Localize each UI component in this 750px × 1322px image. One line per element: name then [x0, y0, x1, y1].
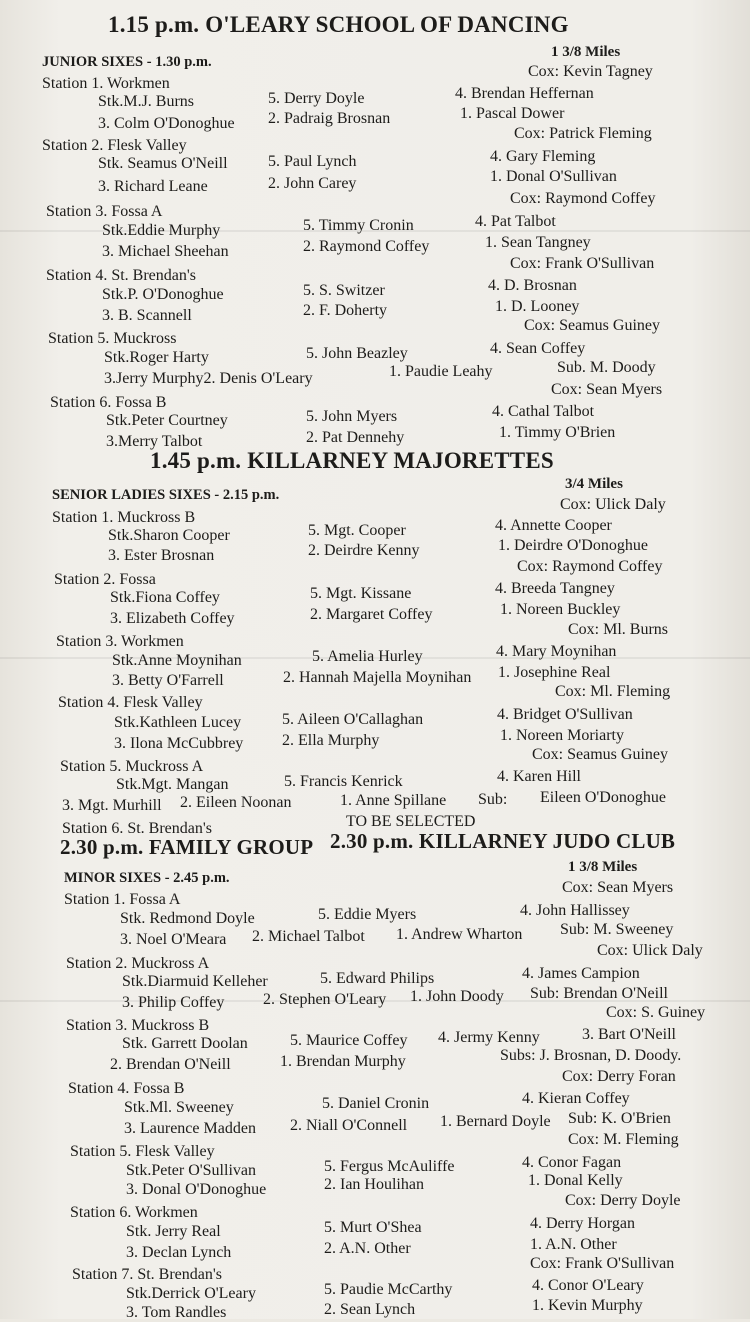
section-subheading: MINOR SIXES - 2.45 p.m. — [64, 870, 230, 886]
seat: 3. B. Scannell — [102, 307, 192, 324]
seat: 4. Mary Moynihan — [496, 643, 617, 660]
seat: 2. Ella Murphy — [282, 732, 380, 749]
seat: 1. Anne Spillane — [340, 792, 447, 809]
section-subheading: SENIOR LADIES SIXES - 2.15 p.m. — [52, 487, 280, 503]
seat: 5. Murt O'Shea — [324, 1219, 422, 1236]
seat: 5. Eddie Myers — [318, 906, 417, 923]
section-heading: 2.30 p.m. FAMILY GROUP — [60, 835, 314, 859]
seat: 3. Noel O'Meara — [120, 931, 227, 948]
seat: 5. Paudie McCarthy — [324, 1281, 453, 1298]
seat: 5. Maurice Coffey — [290, 1032, 408, 1049]
seat: 5. Amelia Hurley — [312, 648, 423, 665]
seat: 2. Deirdre Kenny — [308, 542, 420, 559]
station: Station 5. Flesk Valley — [70, 1143, 215, 1160]
sub: Subs: J. Brosnan, D. Doody. — [500, 1047, 682, 1064]
seat: 4. Kieran Coffey — [522, 1090, 630, 1107]
stroke: Stk. Jerry Real — [126, 1223, 221, 1240]
seat: 4. Brendan Heffernan — [455, 85, 594, 102]
seat: 1. Sean Tangney — [485, 234, 591, 251]
sub-label: Sub: — [478, 791, 508, 808]
cox: Cox: Ml. Fleming — [555, 683, 671, 700]
stroke: Stk.Mgt. Mangan — [116, 776, 229, 793]
seat: 5. Derry Doyle — [268, 90, 365, 107]
distance: 3/4 Miles — [565, 476, 623, 492]
station: Station 3. Workmen — [56, 633, 184, 650]
seat: 4. Bridget O'Sullivan — [497, 706, 633, 723]
seat: 3. Richard Leane — [98, 178, 208, 195]
seat: 3. Bart O'Neill — [582, 1026, 676, 1043]
seat: 2. Niall O'Connell — [290, 1117, 408, 1134]
station: Station 6. St. Brendan's — [62, 820, 212, 837]
seat: 1. Kevin Murphy — [532, 1297, 643, 1314]
seat: 4. Cathal Talbot — [492, 403, 595, 420]
cox: Cox: Seamus Guiney — [524, 317, 660, 334]
seat: 2. Margaret Coffey — [310, 606, 433, 623]
seat: 3. Betty O'Farrell — [112, 672, 224, 689]
seat: 1. Donal O'Sullivan — [490, 168, 617, 185]
section-subheading: JUNIOR SIXES - 1.30 p.m. — [42, 54, 212, 70]
station: Station 1. Fossa A — [64, 891, 181, 908]
seat: 4. Sean Coffey — [490, 340, 586, 357]
cox: Cox: Seamus Guiney — [532, 746, 668, 763]
station: Station 4. Fossa B — [68, 1080, 185, 1097]
cox: Cox: Kevin Tagney — [528, 63, 653, 80]
cox: Cox: Ulick Daly — [560, 496, 666, 513]
seat: 2. Raymond Coffey — [303, 238, 430, 255]
sub: Eileen O'Donoghue — [540, 789, 666, 806]
station: Station 2. Flesk Valley — [42, 137, 187, 154]
seat: 3. Tom Randles — [126, 1304, 227, 1321]
stroke: Stk.M.J. Burns — [98, 93, 195, 110]
seat: 4. Conor Fagan — [522, 1154, 622, 1171]
stroke: Stk.Peter O'Sullivan — [126, 1162, 256, 1179]
stroke: Stk.Kathleen Lucey — [114, 714, 242, 731]
cox: Cox: Derry Foran — [562, 1068, 676, 1085]
cox: Cox: Derry Doyle — [565, 1192, 681, 1209]
cox: Cox: M. Fleming — [568, 1131, 679, 1148]
cox: Cox: S. Guiney — [606, 1004, 706, 1021]
station: Station 5. Muckross A — [60, 758, 204, 775]
seat: 3. Mgt. Murhill — [62, 797, 162, 814]
seat: 5. Daniel Cronin — [322, 1095, 430, 1112]
seat: 1. Deirdre O'Donoghue — [498, 537, 648, 554]
stroke: Stk.Diarmuid Kelleher — [122, 973, 268, 990]
seat: 3. Elizabeth Coffey — [110, 610, 235, 627]
stroke: Stk.Roger Harty — [104, 349, 209, 366]
station: Station 2. Fossa — [54, 571, 156, 588]
seat: 5. Mgt. Cooper — [308, 522, 406, 539]
seat: 1. Paudie Leahy — [389, 363, 493, 380]
seat: 1. A.N. Other — [530, 1236, 617, 1253]
sub: Sub: K. O'Brien — [568, 1110, 671, 1127]
seat: 5. Fergus McAuliffe — [324, 1158, 455, 1175]
seat: 3. Donal O'Donoghue — [126, 1181, 267, 1198]
station: Station 4. St. Brendan's — [46, 267, 196, 284]
cox: Cox: Frank O'Sullivan — [510, 255, 655, 272]
station: Station 3. Fossa A — [46, 203, 163, 220]
seat: 1. Donal Kelly — [528, 1172, 623, 1189]
seat: 5. Timmy Cronin — [303, 217, 414, 234]
section-heading-2: 2.30 p.m. KILLARNEY JUDO CLUB — [330, 829, 676, 853]
seat: 4. Jermy Kenny — [438, 1029, 540, 1046]
cox: Cox: Sean Myers — [551, 381, 663, 398]
seat: 2. Hannah Majella Moynihan — [283, 669, 472, 686]
cox: Cox: Raymond Coffey — [510, 190, 656, 207]
section-heading: 1.45 p.m. KILLARNEY MAJORETTES — [150, 448, 554, 473]
seat: 2. A.N. Other — [324, 1240, 411, 1257]
sub: Sub: M. Sweeney — [560, 921, 674, 938]
seat: 3. Ester Brosnan — [108, 547, 215, 564]
seat: 4. Derry Horgan — [530, 1215, 636, 1232]
seat: 2. Stephen O'Leary — [263, 991, 387, 1008]
stroke: Stk.Eddie Murphy — [102, 222, 221, 239]
seat: 5. Paul Lynch — [268, 153, 357, 170]
seat: 5. Mgt. Kissane — [310, 585, 412, 602]
seat: 2. Sean Lynch — [324, 1301, 416, 1318]
station: Station 3. Muckross B — [66, 1017, 210, 1034]
station: Station 6. Fossa B — [50, 394, 167, 411]
seat: 2. Pat Dennehy — [306, 429, 405, 446]
distance: 1 3/8 Miles — [568, 859, 638, 875]
seat: 4. Annette Cooper — [495, 517, 612, 534]
stroke: Stk.Derrick O'Leary — [126, 1285, 256, 1302]
station: Station 5. Muckross — [48, 330, 177, 347]
seat: 3.Jerry Murphy2. Denis O'Leary — [104, 370, 313, 387]
section-heading: 1.15 p.m. O'LEARY SCHOOL OF DANCING — [108, 12, 569, 37]
seat: 2. F. Doherty — [303, 302, 388, 319]
seat: 1. Bernard Doyle — [440, 1113, 551, 1130]
seat: 1. Brendan Murphy — [280, 1053, 406, 1070]
seat: 4. Gary Fleming — [490, 148, 596, 165]
seat: 2. Ian Houlihan — [324, 1176, 424, 1193]
seat: 3. Ilona McCubbrey — [114, 735, 244, 752]
cox: Cox: Frank O'Sullivan — [530, 1255, 675, 1272]
seat: 4. Conor O'Leary — [532, 1277, 644, 1294]
seat: 5. Francis Kenrick — [284, 773, 403, 790]
cox: Cox: Patrick Fleming — [514, 125, 652, 142]
seat: 4. Breeda Tangney — [495, 580, 615, 597]
seat: 4. Pat Talbot — [475, 213, 556, 230]
cox: Cox: Ml. Burns — [568, 621, 669, 638]
sub: Sub. M. Doody — [557, 359, 656, 376]
station: Station 6. Workmen — [70, 1204, 198, 1221]
seat: 5. John Myers — [306, 408, 398, 425]
seat: 2. Padraig Brosnan — [268, 110, 391, 127]
stroke: Stk.P. O'Donoghue — [102, 286, 224, 303]
seat: 1. Noreen Moriarty — [500, 727, 624, 744]
stroke: Stk.Sharon Cooper — [108, 527, 230, 544]
seat: 3.Merry Talbot — [106, 433, 203, 450]
seat: 3. Declan Lynch — [126, 1244, 232, 1261]
stroke: Stk. Garrett Doolan — [122, 1035, 248, 1052]
stroke: Stk.Fiona Coffey — [110, 589, 220, 606]
seat: 4. Karen Hill — [497, 768, 581, 785]
station: Station 7. St. Brendan's — [72, 1266, 222, 1283]
sub: Sub: Brendan O'Neill — [530, 985, 668, 1002]
cox: Cox: Raymond Coffey — [517, 558, 663, 575]
station: Station 4. Flesk Valley — [58, 694, 203, 711]
seat: 3. Laurence Madden — [124, 1120, 256, 1137]
cox: Cox: Ulick Daly — [597, 942, 703, 959]
seat: 3. Philip Coffey — [122, 994, 225, 1011]
seat: 1. Noreen Buckley — [500, 601, 621, 618]
seat: 5. S. Switzer — [303, 282, 385, 299]
station: Station 1. Workmen — [42, 75, 170, 92]
stroke: Stk. Redmond Doyle — [120, 910, 255, 927]
seat: 2. Michael Talbot — [252, 928, 365, 945]
stroke: Stk.Peter Courtney — [106, 412, 228, 429]
seat: 2. Brendan O'Neill — [110, 1056, 231, 1073]
seat: 4. John Hallissey — [520, 902, 630, 919]
seat: 2. Eileen Noonan — [180, 794, 292, 811]
seat: 4. D. Brosnan — [488, 277, 577, 294]
station: Station 1. Muckross B — [52, 509, 196, 526]
stroke: Stk. Seamus O'Neill — [98, 155, 228, 172]
distance: 1 3/8 Miles — [551, 44, 621, 60]
cox: Cox: Sean Myers — [562, 879, 674, 896]
seat: 1. D. Looney — [495, 298, 580, 315]
seat: 5. Aileen O'Callaghan — [282, 711, 424, 728]
seat: 1. Andrew Wharton — [396, 926, 523, 943]
seat: 4. James Campion — [522, 965, 640, 982]
seat: 1. Pascal Dower — [460, 105, 565, 122]
stroke: Stk.Anne Moynihan — [112, 652, 242, 669]
seat: 3. Michael Sheehan — [102, 243, 229, 260]
stroke: Stk.Ml. Sweeney — [124, 1099, 234, 1116]
seat: 5. Edward Philips — [320, 970, 435, 987]
seat: 5. John Beazley — [306, 345, 408, 362]
to-be-selected: TO BE SELECTED — [346, 813, 476, 830]
seat: 1. Timmy O'Brien — [499, 424, 616, 441]
seat: 1. John Doody — [410, 988, 504, 1005]
seat: 1. Josephine Real — [498, 664, 611, 681]
seat: 2. John Carey — [268, 175, 357, 192]
station: Station 2. Muckross A — [66, 955, 210, 972]
seat: 3. Colm O'Donoghue — [98, 115, 235, 132]
